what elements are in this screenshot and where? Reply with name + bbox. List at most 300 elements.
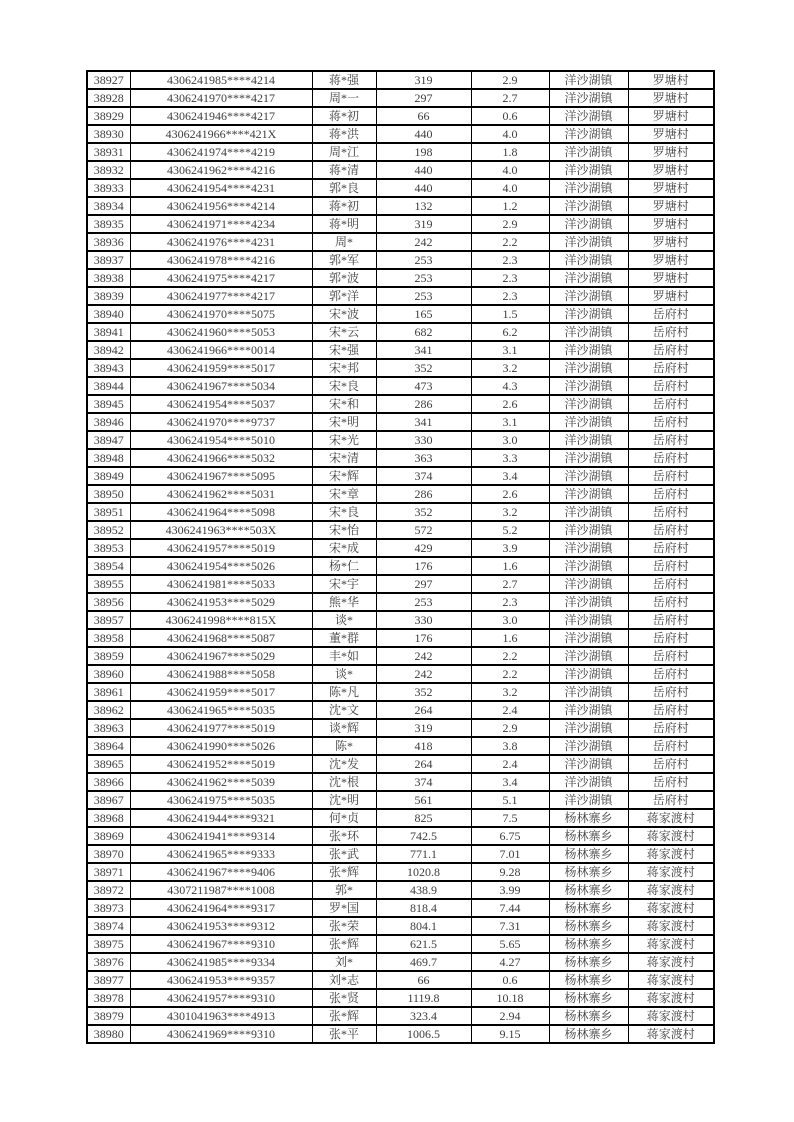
cell-serial-number: 38949 xyxy=(87,467,130,485)
cell-secondary-amount: 1.6 xyxy=(471,557,549,575)
cell-township: 洋沙湖镇 xyxy=(549,665,628,683)
cell-village: 罗塘村 xyxy=(628,161,714,179)
cell-secondary-amount: 7.31 xyxy=(471,917,549,935)
cell-village: 岳府村 xyxy=(628,305,714,323)
cell-secondary-amount: 3.99 xyxy=(471,881,549,899)
cell-id-number: 4306241953****9357 xyxy=(130,971,312,989)
cell-amount: 374 xyxy=(376,467,471,485)
cell-masked-name: 蒋*明 xyxy=(312,215,376,233)
table-row xyxy=(87,161,714,179)
table-row xyxy=(87,485,714,503)
cell-secondary-amount: 2.3 xyxy=(471,269,549,287)
cell-id-number: 4306241967****9406 xyxy=(130,863,312,881)
cell-village: 岳府村 xyxy=(628,395,714,413)
cell-serial-number: 38976 xyxy=(87,953,130,971)
cell-secondary-amount: 3.0 xyxy=(471,611,549,629)
cell-serial-number: 38941 xyxy=(87,323,130,341)
cell-id-number: 4306241963****503X xyxy=(130,521,312,539)
cell-id-number: 4301041963****4913 xyxy=(130,1007,312,1025)
cell-masked-name: 蒋*初 xyxy=(312,197,376,215)
cell-secondary-amount: 2.6 xyxy=(471,395,549,413)
cell-amount: 352 xyxy=(376,683,471,701)
cell-serial-number: 38965 xyxy=(87,755,130,773)
cell-township: 洋沙湖镇 xyxy=(549,503,628,521)
cell-serial-number: 38979 xyxy=(87,1007,130,1025)
cell-serial-number: 38952 xyxy=(87,521,130,539)
cell-secondary-amount: 2.9 xyxy=(471,71,549,89)
cell-id-number: 4306241956****4214 xyxy=(130,197,312,215)
cell-secondary-amount: 3.2 xyxy=(471,683,549,701)
cell-secondary-amount: 3.4 xyxy=(471,467,549,485)
cell-id-number: 4306241967****5034 xyxy=(130,377,312,395)
cell-village: 岳府村 xyxy=(628,539,714,557)
cell-township: 洋沙湖镇 xyxy=(549,629,628,647)
cell-amount: 818.4 xyxy=(376,899,471,917)
cell-masked-name: 谈*辉 xyxy=(312,719,376,737)
cell-township: 洋沙湖镇 xyxy=(549,377,628,395)
cell-secondary-amount: 5.1 xyxy=(471,791,549,809)
cell-amount: 330 xyxy=(376,611,471,629)
cell-secondary-amount: 7.5 xyxy=(471,809,549,827)
cell-township: 洋沙湖镇 xyxy=(549,107,628,125)
cell-serial-number: 38972 xyxy=(87,881,130,899)
cell-township: 杨林寨乡 xyxy=(549,953,628,971)
table-row xyxy=(87,305,714,323)
cell-id-number: 4306241941****9314 xyxy=(130,827,312,845)
cell-village: 岳府村 xyxy=(628,683,714,701)
cell-village: 岳府村 xyxy=(628,377,714,395)
cell-amount: 132 xyxy=(376,197,471,215)
cell-id-number: 4306241946****4217 xyxy=(130,107,312,125)
cell-masked-name: 陈* xyxy=(312,737,376,755)
cell-serial-number: 38959 xyxy=(87,647,130,665)
cell-masked-name: 宋*怡 xyxy=(312,521,376,539)
cell-id-number: 4306241978****4216 xyxy=(130,251,312,269)
cell-serial-number: 38938 xyxy=(87,269,130,287)
cell-serial-number: 38967 xyxy=(87,791,130,809)
cell-amount: 561 xyxy=(376,791,471,809)
cell-village: 蒋家渡村 xyxy=(628,881,714,899)
cell-masked-name: 丰*如 xyxy=(312,647,376,665)
cell-id-number: 4306241990****5026 xyxy=(130,737,312,755)
cell-secondary-amount: 5.65 xyxy=(471,935,549,953)
cell-village: 岳府村 xyxy=(628,449,714,467)
cell-township: 洋沙湖镇 xyxy=(549,413,628,431)
cell-masked-name: 董*群 xyxy=(312,629,376,647)
cell-serial-number: 38936 xyxy=(87,233,130,251)
cell-serial-number: 38950 xyxy=(87,485,130,503)
cell-id-number: 4306241964****9317 xyxy=(130,899,312,917)
cell-secondary-amount: 2.4 xyxy=(471,701,549,719)
cell-id-number: 4306241959****5017 xyxy=(130,359,312,377)
cell-masked-name: 周*一 xyxy=(312,89,376,107)
cell-secondary-amount: 1.8 xyxy=(471,143,549,161)
table-row xyxy=(87,863,714,881)
cell-id-number: 4306241969****9310 xyxy=(130,1025,312,1043)
cell-secondary-amount: 3.4 xyxy=(471,773,549,791)
cell-serial-number: 38953 xyxy=(87,539,130,557)
cell-serial-number: 38961 xyxy=(87,683,130,701)
table-row xyxy=(87,935,714,953)
cell-secondary-amount: 2.94 xyxy=(471,1007,549,1025)
cell-secondary-amount: 4.0 xyxy=(471,125,549,143)
cell-masked-name: 郭*波 xyxy=(312,269,376,287)
cell-secondary-amount: 1.5 xyxy=(471,305,549,323)
cell-id-number: 4307211987****1008 xyxy=(130,881,312,899)
cell-amount: 572 xyxy=(376,521,471,539)
cell-id-number: 4306241966****421X xyxy=(130,125,312,143)
cell-village: 蒋家渡村 xyxy=(628,935,714,953)
table-row xyxy=(87,359,714,377)
cell-village: 罗塘村 xyxy=(628,269,714,287)
cell-secondary-amount: 2.6 xyxy=(471,485,549,503)
table-row xyxy=(87,71,714,89)
cell-amount: 341 xyxy=(376,341,471,359)
cell-township: 洋沙湖镇 xyxy=(549,755,628,773)
cell-amount: 253 xyxy=(376,269,471,287)
table-row xyxy=(87,395,714,413)
cell-village: 岳府村 xyxy=(628,341,714,359)
table-row xyxy=(87,1025,714,1043)
cell-amount: 264 xyxy=(376,755,471,773)
cell-village: 蒋家渡村 xyxy=(628,899,714,917)
table-row xyxy=(87,773,714,791)
cell-amount: 440 xyxy=(376,125,471,143)
cell-serial-number: 38928 xyxy=(87,89,130,107)
cell-masked-name: 宋*良 xyxy=(312,503,376,521)
cell-township: 洋沙湖镇 xyxy=(549,323,628,341)
cell-township: 杨林寨乡 xyxy=(549,935,628,953)
cell-amount: 825 xyxy=(376,809,471,827)
cell-township: 杨林寨乡 xyxy=(549,989,628,1007)
cell-amount: 804.1 xyxy=(376,917,471,935)
cell-township: 洋沙湖镇 xyxy=(549,791,628,809)
table-row xyxy=(87,647,714,665)
cell-secondary-amount: 7.44 xyxy=(471,899,549,917)
cell-village: 岳府村 xyxy=(628,701,714,719)
cell-village: 罗塘村 xyxy=(628,197,714,215)
cell-masked-name: 宋*波 xyxy=(312,305,376,323)
cell-township: 洋沙湖镇 xyxy=(549,125,628,143)
table-row xyxy=(87,953,714,971)
cell-amount: 352 xyxy=(376,359,471,377)
cell-serial-number: 38960 xyxy=(87,665,130,683)
cell-serial-number: 38978 xyxy=(87,989,130,1007)
cell-masked-name: 郭*军 xyxy=(312,251,376,269)
cell-village: 罗塘村 xyxy=(628,251,714,269)
cell-amount: 198 xyxy=(376,143,471,161)
table-row xyxy=(87,503,714,521)
cell-village: 岳府村 xyxy=(628,791,714,809)
cell-masked-name: 罗*国 xyxy=(312,899,376,917)
cell-township: 洋沙湖镇 xyxy=(549,287,628,305)
cell-amount: 286 xyxy=(376,395,471,413)
cell-village: 岳府村 xyxy=(628,773,714,791)
cell-masked-name: 刘*志 xyxy=(312,971,376,989)
cell-amount: 1020.8 xyxy=(376,863,471,881)
cell-village: 岳府村 xyxy=(628,629,714,647)
cell-village: 罗塘村 xyxy=(628,215,714,233)
cell-secondary-amount: 2.9 xyxy=(471,719,549,737)
table-row xyxy=(87,251,714,269)
table-row xyxy=(87,899,714,917)
table-row xyxy=(87,809,714,827)
cell-secondary-amount: 2.2 xyxy=(471,647,549,665)
cell-serial-number: 38980 xyxy=(87,1025,130,1043)
cell-amount: 297 xyxy=(376,575,471,593)
cell-township: 洋沙湖镇 xyxy=(549,719,628,737)
cell-secondary-amount: 9.15 xyxy=(471,1025,549,1043)
cell-masked-name: 张*荣 xyxy=(312,917,376,935)
cell-township: 洋沙湖镇 xyxy=(549,467,628,485)
cell-id-number: 4306241970****9737 xyxy=(130,413,312,431)
cell-amount: 771.1 xyxy=(376,845,471,863)
table-row xyxy=(87,377,714,395)
cell-id-number: 4306241998****815X xyxy=(130,611,312,629)
cell-village: 岳府村 xyxy=(628,323,714,341)
cell-township: 洋沙湖镇 xyxy=(549,683,628,701)
cell-village: 岳府村 xyxy=(628,359,714,377)
table-row xyxy=(87,791,714,809)
cell-amount: 440 xyxy=(376,179,471,197)
cell-village: 岳府村 xyxy=(628,755,714,773)
cell-amount: 253 xyxy=(376,593,471,611)
cell-secondary-amount: 3.2 xyxy=(471,359,549,377)
cell-amount: 253 xyxy=(376,251,471,269)
cell-township: 洋沙湖镇 xyxy=(549,539,628,557)
cell-secondary-amount: 2.7 xyxy=(471,575,549,593)
table-row xyxy=(87,341,714,359)
table-row xyxy=(87,107,714,125)
cell-village: 罗塘村 xyxy=(628,287,714,305)
cell-serial-number: 38947 xyxy=(87,431,130,449)
cell-village: 岳府村 xyxy=(628,503,714,521)
cell-township: 洋沙湖镇 xyxy=(549,431,628,449)
cell-secondary-amount: 2.3 xyxy=(471,593,549,611)
cell-serial-number: 38968 xyxy=(87,809,130,827)
cell-secondary-amount: 6.2 xyxy=(471,323,549,341)
cell-amount: 438.9 xyxy=(376,881,471,899)
cell-township: 洋沙湖镇 xyxy=(549,233,628,251)
cell-id-number: 4306241959****5017 xyxy=(130,683,312,701)
cell-township: 洋沙湖镇 xyxy=(549,305,628,323)
cell-amount: 374 xyxy=(376,773,471,791)
table-row xyxy=(87,557,714,575)
cell-id-number: 4306241953****5029 xyxy=(130,593,312,611)
cell-masked-name: 周* xyxy=(312,233,376,251)
cell-village: 岳府村 xyxy=(628,665,714,683)
cell-secondary-amount: 4.27 xyxy=(471,953,549,971)
cell-village: 蒋家渡村 xyxy=(628,1025,714,1043)
cell-township: 洋沙湖镇 xyxy=(549,557,628,575)
cell-serial-number: 38962 xyxy=(87,701,130,719)
cell-amount: 319 xyxy=(376,215,471,233)
cell-township: 洋沙湖镇 xyxy=(549,485,628,503)
cell-id-number: 4306241962****5031 xyxy=(130,485,312,503)
records-table-container xyxy=(86,70,713,1044)
table-row xyxy=(87,755,714,773)
cell-amount: 682 xyxy=(376,323,471,341)
cell-id-number: 4306241975****4217 xyxy=(130,269,312,287)
cell-id-number: 4306241974****4219 xyxy=(130,143,312,161)
cell-secondary-amount: 3.0 xyxy=(471,431,549,449)
cell-id-number: 4306241954****5037 xyxy=(130,395,312,413)
cell-masked-name: 蒋*洪 xyxy=(312,125,376,143)
cell-amount: 473 xyxy=(376,377,471,395)
cell-serial-number: 38951 xyxy=(87,503,130,521)
cell-serial-number: 38933 xyxy=(87,179,130,197)
cell-village: 罗塘村 xyxy=(628,89,714,107)
cell-masked-name: 张*辉 xyxy=(312,863,376,881)
cell-id-number: 4306241967****9310 xyxy=(130,935,312,953)
cell-masked-name: 沈*文 xyxy=(312,701,376,719)
table-row xyxy=(87,593,714,611)
cell-id-number: 4306241965****9333 xyxy=(130,845,312,863)
cell-township: 洋沙湖镇 xyxy=(549,161,628,179)
cell-secondary-amount: 2.3 xyxy=(471,287,549,305)
cell-id-number: 4306241954****5010 xyxy=(130,431,312,449)
cell-serial-number: 38930 xyxy=(87,125,130,143)
cell-township: 洋沙湖镇 xyxy=(549,521,628,539)
cell-township: 杨林寨乡 xyxy=(549,827,628,845)
cell-masked-name: 熊*华 xyxy=(312,593,376,611)
cell-id-number: 4306241957****9310 xyxy=(130,989,312,1007)
cell-serial-number: 38945 xyxy=(87,395,130,413)
cell-secondary-amount: 5.2 xyxy=(471,521,549,539)
cell-village: 岳府村 xyxy=(628,647,714,665)
cell-township: 洋沙湖镇 xyxy=(549,575,628,593)
cell-amount: 429 xyxy=(376,539,471,557)
table-row xyxy=(87,215,714,233)
table-row xyxy=(87,917,714,935)
cell-township: 杨林寨乡 xyxy=(549,1007,628,1025)
cell-amount: 323.4 xyxy=(376,1007,471,1025)
cell-serial-number: 38939 xyxy=(87,287,130,305)
table-row xyxy=(87,683,714,701)
cell-village: 罗塘村 xyxy=(628,179,714,197)
cell-amount: 418 xyxy=(376,737,471,755)
cell-serial-number: 38958 xyxy=(87,629,130,647)
records-table-body xyxy=(87,71,714,1043)
cell-masked-name: 周*江 xyxy=(312,143,376,161)
cell-serial-number: 38942 xyxy=(87,341,130,359)
cell-masked-name: 蒋*初 xyxy=(312,107,376,125)
cell-serial-number: 38974 xyxy=(87,917,130,935)
cell-secondary-amount: 2.7 xyxy=(471,89,549,107)
cell-id-number: 4306241965****5035 xyxy=(130,701,312,719)
cell-township: 洋沙湖镇 xyxy=(549,71,628,89)
cell-amount: 1006.5 xyxy=(376,1025,471,1043)
cell-serial-number: 38963 xyxy=(87,719,130,737)
cell-village: 岳府村 xyxy=(628,575,714,593)
cell-village: 蒋家渡村 xyxy=(628,971,714,989)
cell-id-number: 4306241976****4231 xyxy=(130,233,312,251)
cell-amount: 352 xyxy=(376,503,471,521)
cell-masked-name: 张*武 xyxy=(312,845,376,863)
cell-secondary-amount: 3.2 xyxy=(471,503,549,521)
cell-secondary-amount: 6.75 xyxy=(471,827,549,845)
cell-village: 岳府村 xyxy=(628,413,714,431)
cell-id-number: 4306241944****9321 xyxy=(130,809,312,827)
cell-township: 杨林寨乡 xyxy=(549,845,628,863)
cell-township: 杨林寨乡 xyxy=(549,881,628,899)
cell-amount: 264 xyxy=(376,701,471,719)
table-row xyxy=(87,233,714,251)
table-row xyxy=(87,179,714,197)
cell-id-number: 4306241985****9334 xyxy=(130,953,312,971)
cell-id-number: 4306241970****5075 xyxy=(130,305,312,323)
table-row xyxy=(87,269,714,287)
cell-id-number: 4306241967****5095 xyxy=(130,467,312,485)
cell-masked-name: 宋*成 xyxy=(312,539,376,557)
cell-township: 洋沙湖镇 xyxy=(549,89,628,107)
cell-village: 罗塘村 xyxy=(628,107,714,125)
cell-secondary-amount: 2.9 xyxy=(471,215,549,233)
table-row xyxy=(87,413,714,431)
cell-amount: 469.7 xyxy=(376,953,471,971)
cell-secondary-amount: 4.3 xyxy=(471,377,549,395)
cell-township: 洋沙湖镇 xyxy=(549,773,628,791)
cell-id-number: 4306241970****4217 xyxy=(130,89,312,107)
cell-amount: 242 xyxy=(376,665,471,683)
cell-masked-name: 宋*宇 xyxy=(312,575,376,593)
cell-serial-number: 38931 xyxy=(87,143,130,161)
cell-village: 蒋家渡村 xyxy=(628,1007,714,1025)
table-row xyxy=(87,737,714,755)
cell-id-number: 4306241967****5029 xyxy=(130,647,312,665)
cell-village: 蒋家渡村 xyxy=(628,845,714,863)
cell-amount: 165 xyxy=(376,305,471,323)
table-row xyxy=(87,143,714,161)
cell-secondary-amount: 4.0 xyxy=(471,179,549,197)
cell-id-number: 4306241957****5019 xyxy=(130,539,312,557)
cell-masked-name: 郭* xyxy=(312,881,376,899)
cell-id-number: 4306241971****4234 xyxy=(130,215,312,233)
cell-township: 洋沙湖镇 xyxy=(549,395,628,413)
cell-masked-name: 张*平 xyxy=(312,1025,376,1043)
cell-masked-name: 宋*良 xyxy=(312,377,376,395)
table-row xyxy=(87,719,714,737)
cell-township: 洋沙湖镇 xyxy=(549,449,628,467)
table-row xyxy=(87,323,714,341)
cell-serial-number: 38929 xyxy=(87,107,130,125)
cell-masked-name: 宋*辉 xyxy=(312,467,376,485)
cell-township: 洋沙湖镇 xyxy=(549,701,628,719)
cell-village: 蒋家渡村 xyxy=(628,863,714,881)
cell-township: 杨林寨乡 xyxy=(549,863,628,881)
cell-serial-number: 38927 xyxy=(87,71,130,89)
table-row xyxy=(87,827,714,845)
cell-serial-number: 38948 xyxy=(87,449,130,467)
cell-village: 岳府村 xyxy=(628,737,714,755)
cell-masked-name: 蒋*清 xyxy=(312,161,376,179)
cell-id-number: 4306241968****5087 xyxy=(130,629,312,647)
cell-id-number: 4306241981****5033 xyxy=(130,575,312,593)
cell-village: 岳府村 xyxy=(628,557,714,575)
cell-village: 罗塘村 xyxy=(628,71,714,89)
cell-village: 岳府村 xyxy=(628,485,714,503)
records-table xyxy=(86,70,715,1044)
cell-village: 蒋家渡村 xyxy=(628,953,714,971)
cell-secondary-amount: 3.1 xyxy=(471,341,549,359)
cell-village: 蒋家渡村 xyxy=(628,917,714,935)
cell-masked-name: 陈*凡 xyxy=(312,683,376,701)
cell-masked-name: 谈* xyxy=(312,611,376,629)
cell-amount: 66 xyxy=(376,971,471,989)
table-row xyxy=(87,467,714,485)
cell-masked-name: 张*辉 xyxy=(312,1007,376,1025)
cell-masked-name: 宋*和 xyxy=(312,395,376,413)
